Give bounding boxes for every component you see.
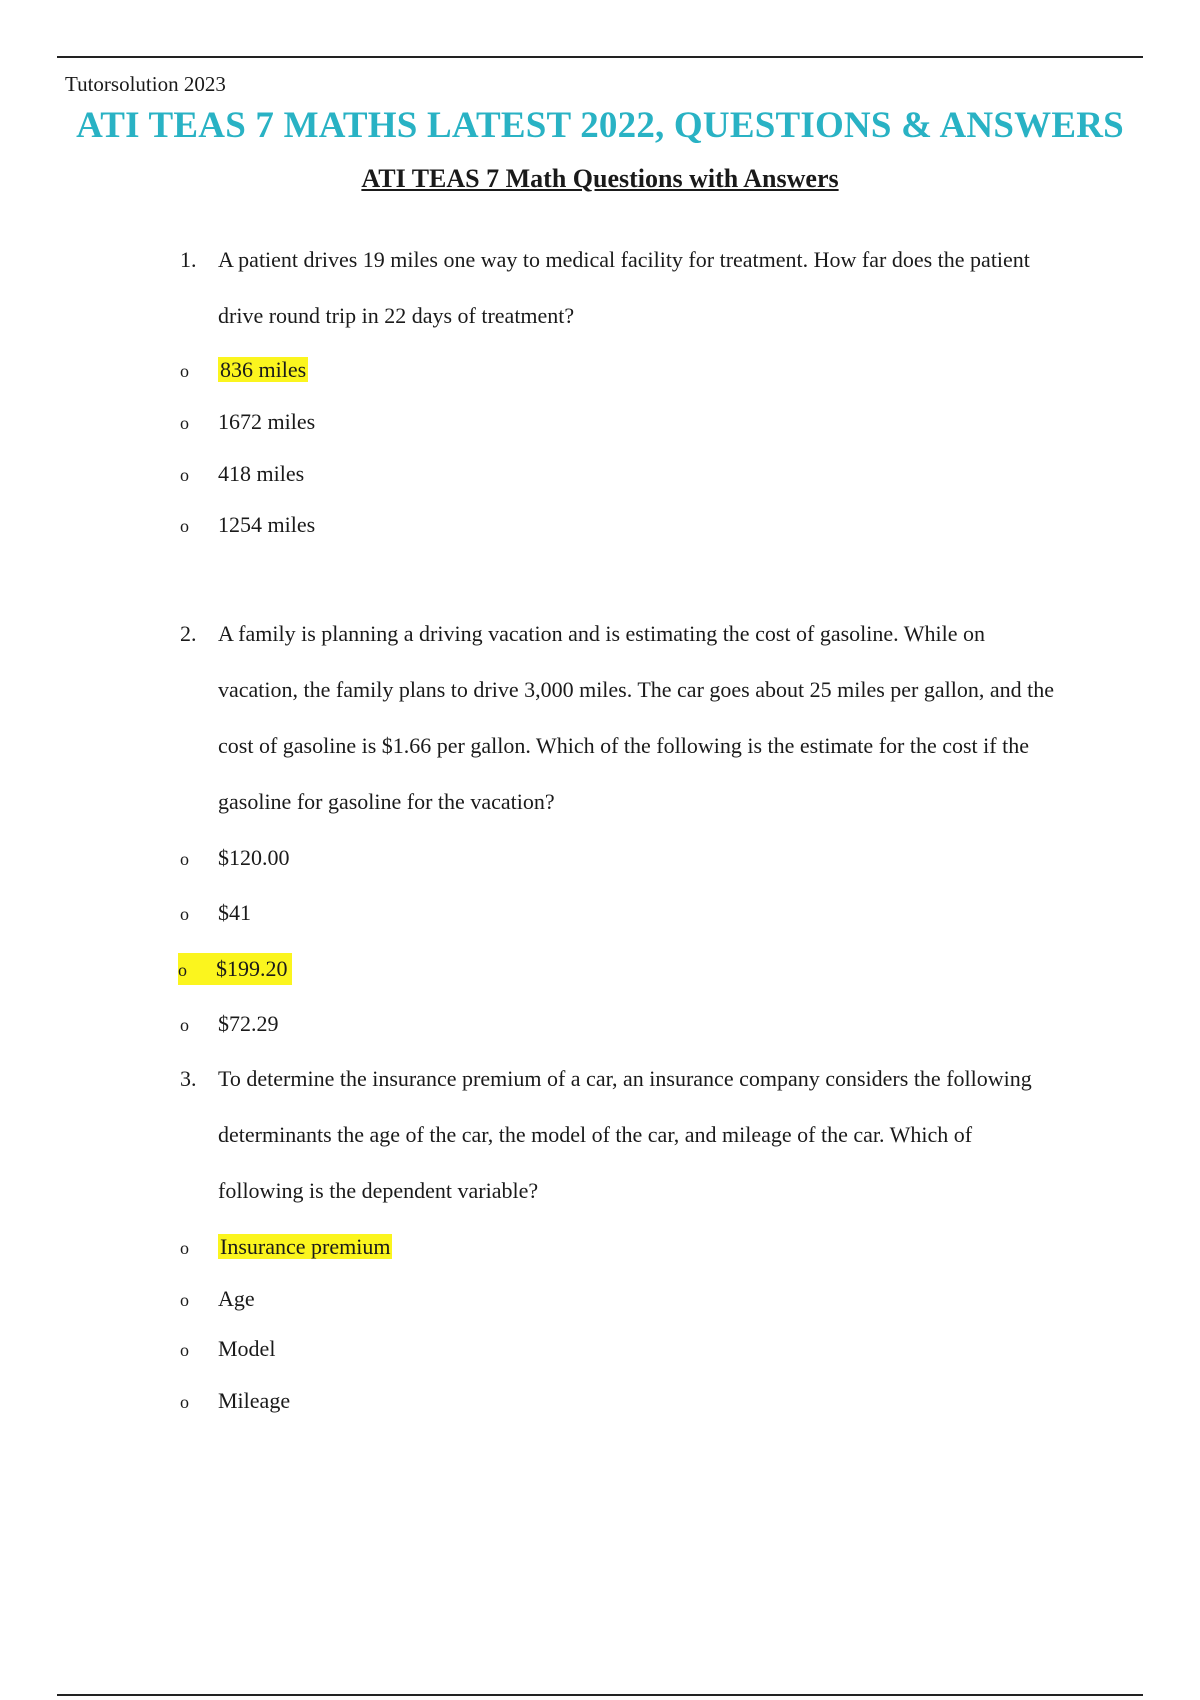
bullet-icon: o <box>180 904 189 924</box>
option-label: Insurance premium <box>220 1234 391 1259</box>
question-number: 1. <box>180 247 197 272</box>
bullet-icon: o <box>180 1392 189 1412</box>
q3-option-c <box>180 1333 275 1365</box>
option-label: 1254 miles <box>218 512 316 537</box>
question-number: 2. <box>180 621 197 646</box>
question-2 <box>180 606 1060 830</box>
page-subtitle: ATI TEAS 7 Math Questions with Answers <box>361 164 839 193</box>
option-label: Age <box>218 1286 255 1311</box>
header-org: Tutorsolution 2023 <box>65 72 226 96</box>
q1-option-c <box>180 458 304 490</box>
question-text: To determine the insurance premium of a car, an insurance company considers the following determinants the age of the car, the model of the car, and mileage of the car. Which of following is the dependent variable? <box>218 1066 1032 1203</box>
q2-option-c <box>178 953 292 985</box>
q1-option-a <box>180 354 308 386</box>
question-3 <box>180 1051 1060 1219</box>
top-rule <box>57 56 1143 58</box>
bullet-icon: o <box>180 1238 189 1258</box>
question-number: 3. <box>180 1066 197 1091</box>
option-label: Mileage <box>218 1388 291 1413</box>
bullet-icon: o <box>180 465 189 485</box>
bullet-icon: o <box>180 1290 189 1310</box>
bullet-icon: o <box>180 361 189 381</box>
q2-option-a <box>180 842 290 874</box>
q2-option-d <box>180 1008 279 1040</box>
option-label: Model <box>218 1336 276 1361</box>
option-label: $72.29 <box>218 1011 279 1036</box>
q2-option-b <box>180 897 251 929</box>
question-text: A patient drives 19 miles one way to medical facility for treatment. How far does the patient drive round trip in 22 days of treatment? <box>218 247 1030 328</box>
q1-option-b <box>180 406 315 438</box>
bullet-icon: o <box>178 960 187 980</box>
option-label: $199.20 <box>216 956 288 981</box>
bullet-icon: o <box>180 1015 189 1035</box>
option-label: 1672 miles <box>218 409 316 434</box>
option-label: $120.00 <box>218 845 290 870</box>
option-label: 836 miles <box>220 357 307 382</box>
question-text: A family is planning a driving vacation and is estimating the cost of gasoline. While on vacation, the family plans to drive 3,000 miles. The car goes about 25 miles per gallon, and the cost of gasoline is $1.66 per gallon. Which of the following is the estimate for the cost if the gasoline for gasoline for the vacation? <box>218 621 1054 814</box>
bullet-icon: o <box>180 849 189 869</box>
option-label: $41 <box>218 900 251 925</box>
question-1 <box>180 232 1060 344</box>
q3-option-a <box>180 1231 392 1263</box>
q3-option-b <box>180 1283 255 1315</box>
option-label: 418 miles <box>218 461 305 486</box>
bullet-icon: o <box>180 516 189 536</box>
q1-option-d <box>180 509 315 541</box>
bullet-icon: o <box>180 1340 189 1360</box>
bottom-rule <box>57 1694 1143 1696</box>
bullet-icon: o <box>180 413 189 433</box>
q3-option-d <box>180 1385 290 1417</box>
page-title: ATI TEAS 7 MATHS LATEST 2022, QUESTIONS & ANSWERS <box>76 105 1124 146</box>
